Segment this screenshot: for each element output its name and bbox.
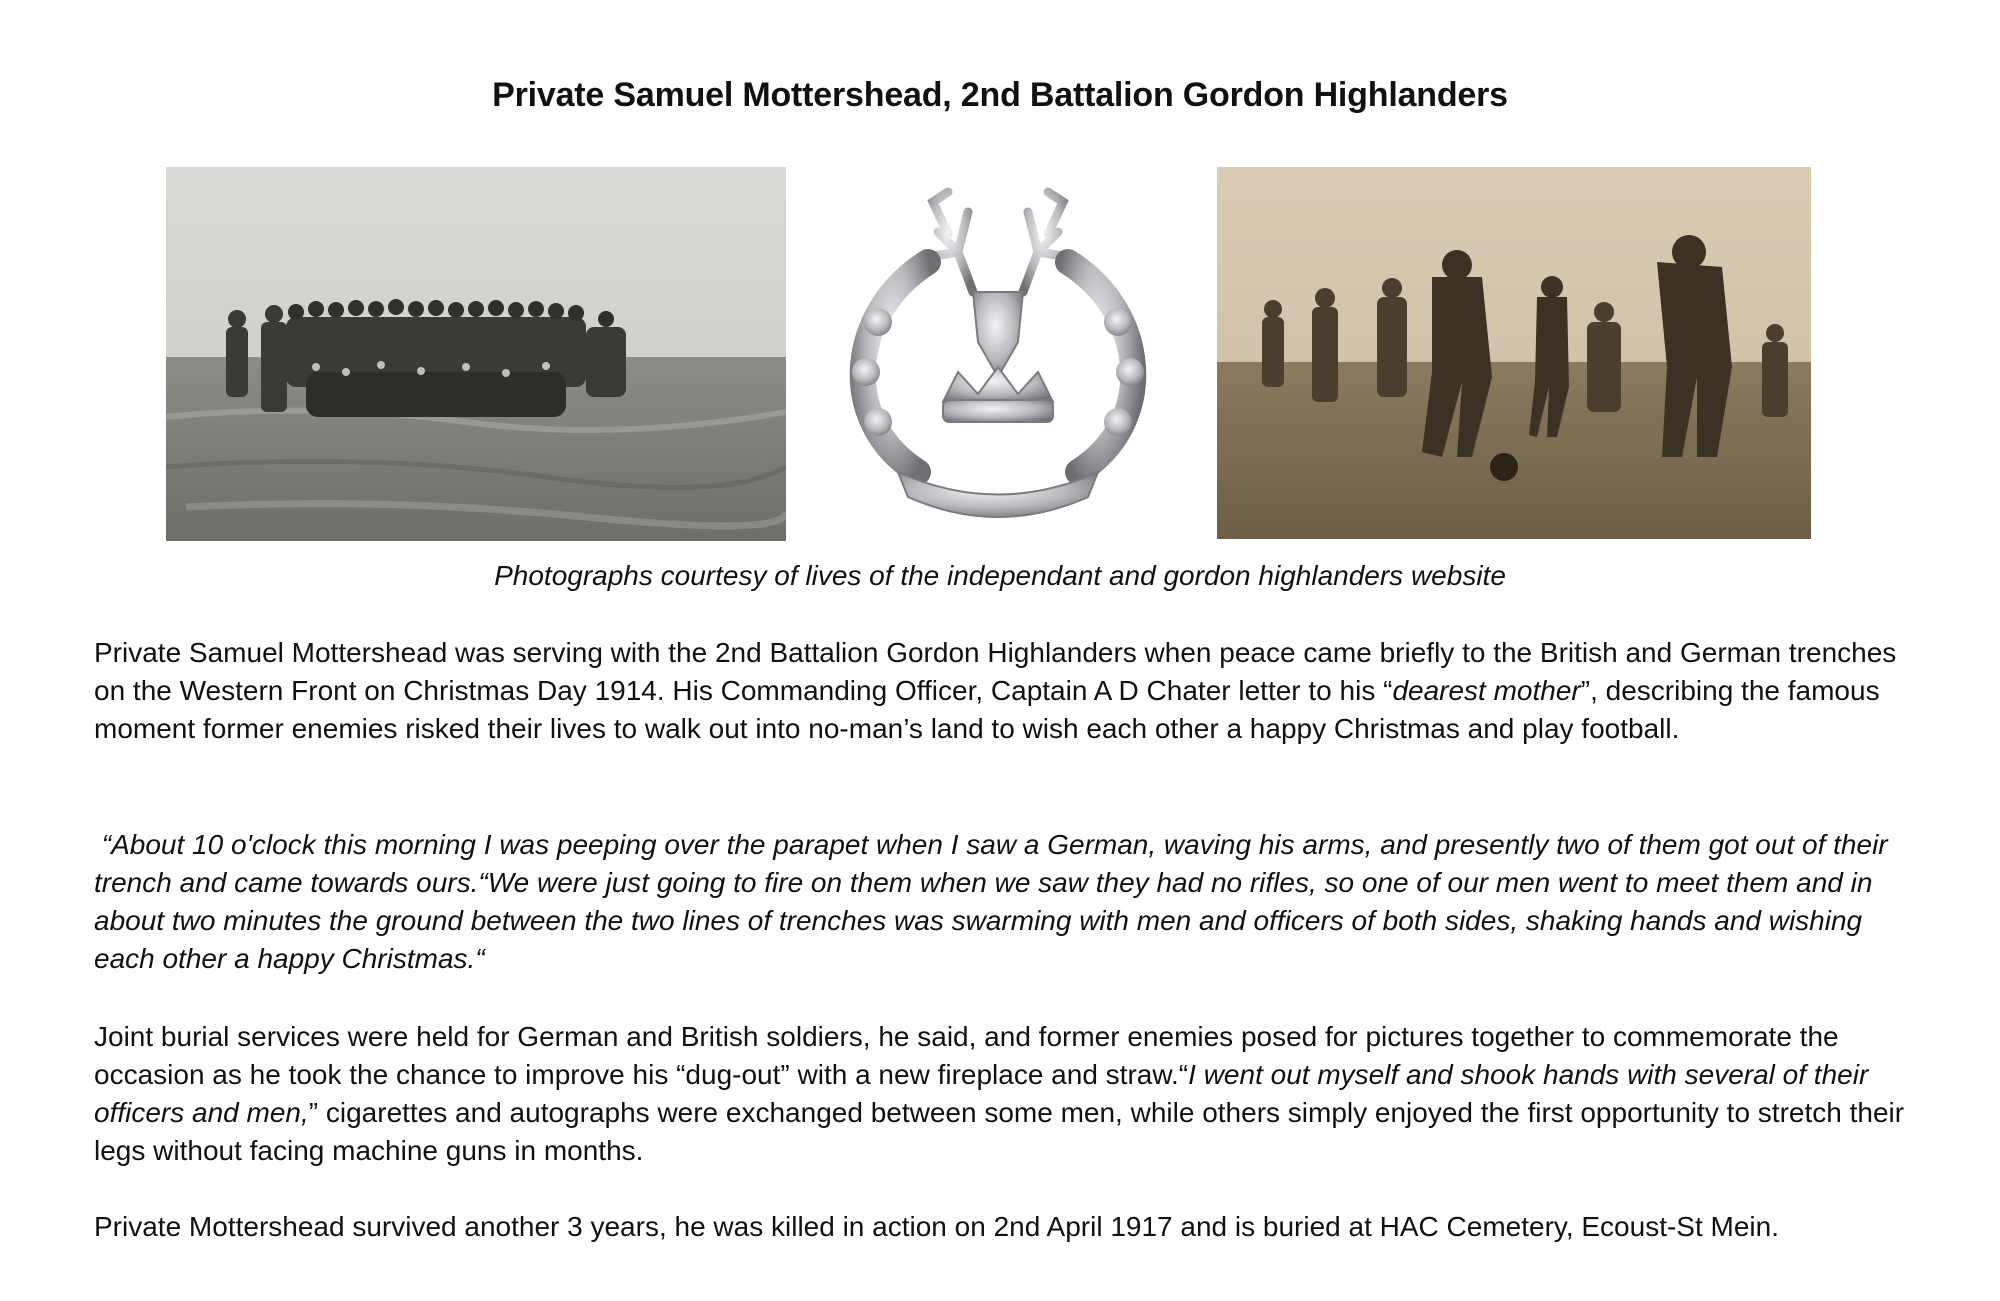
burial-paragraph [94, 1018, 1914, 1170]
football-match-graphic [1217, 167, 1811, 539]
group-photo-image [166, 167, 786, 541]
intro-emphasis: dearest mother [1392, 675, 1581, 706]
group-photo-graphic [166, 167, 786, 541]
badge-graphic [808, 172, 1188, 544]
photo-caption: Photographs courtesy of lives of the independant and gordon highlanders website [494, 560, 1506, 591]
football-match-image [1217, 167, 1811, 539]
burial-text-end: ” cigarettes and autographs were exchanged between some men, while others simply enjoyed the first opportunity to stretch their legs without facing machine guns in months. [94, 1097, 1905, 1166]
regimental-badge-image [808, 172, 1188, 544]
intro-text-start: Private Samuel Mottershead was serving with the 2nd Battalion Gordon Highlanders when peace came briefly to the British and German trenches on the Western Front on Christmas Day 1914. His Commanding Officer, Captain A D Chater letter to his “ [94, 637, 1897, 706]
intro-paragraph [94, 634, 1914, 748]
burial-text-start: Joint burial services were held for German and British soldiers, he said, and former enemies posed for pictures together to commemorate the occasion as he took the chance to improve his “dug-out” with a new fireplace and straw.“ [94, 1021, 1839, 1090]
letter-quote-paragraph: “About 10 o'clock this morning I was peeping over the parapet when I saw a German, waving his arms, and presently two of them got out of their trench and came towards ours.“We were just going to fire on them when we saw they had no rifles, so one of our men went to meet them and in about two minutes the ground between the two lines of trenches was swarming with men and officers of both sides, shaking hands and wishing each other a happy Christmas.“ [94, 829, 1888, 974]
burial-emphasis: I went out myself and shook hands with several of their officers and men, [94, 1059, 1869, 1128]
document-title: Private Samuel Mottershead, 2nd Battalion Gordon Highlanders [492, 76, 1508, 114]
intro-text-end: ”, describing the famous moment former enemies risked their lives to walk out into no-man’s land to wish each other a happy Christmas and play football. [94, 675, 1880, 744]
closing-paragraph: Private Mottershead survived another 3 years, he was killed in action on 2nd April 1917 and is buried at HAC Cemetery, Ecoust-St Mein. [94, 1211, 1780, 1242]
